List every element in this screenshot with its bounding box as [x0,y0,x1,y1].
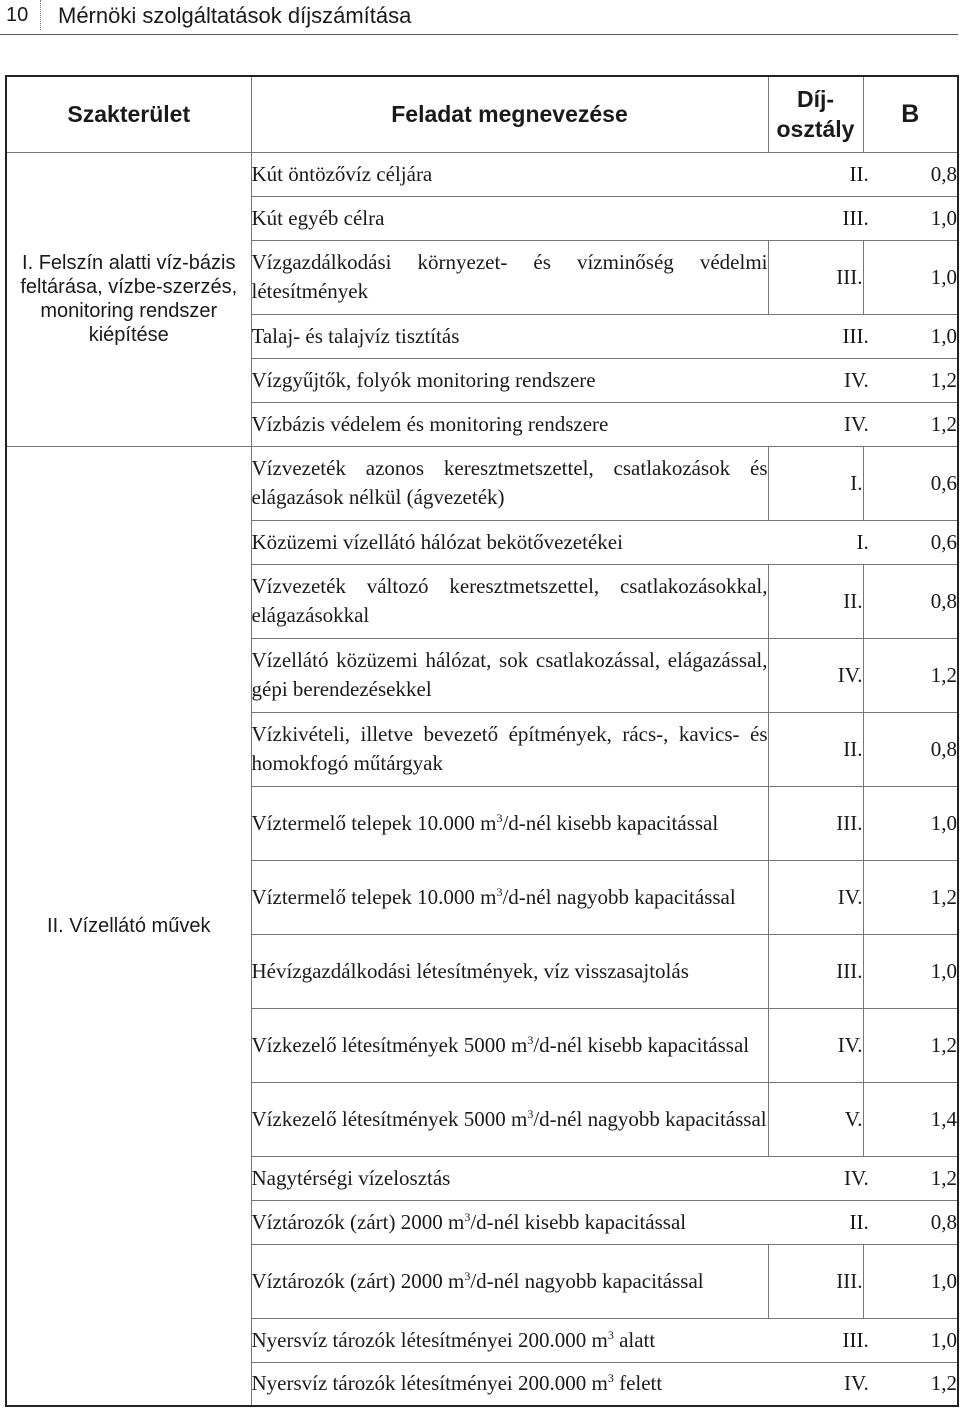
class-cell: IV. [768,860,863,934]
task-cell [251,1082,768,1156]
task-cell [252,1208,850,1237]
task-cell: Vízvezeték változó keresztmetszettel, csatlakozásokkal, elágazásokkal [251,564,768,638]
task-text: /d-nél kisebb kapacitással [470,1209,687,1234]
task-text: Vízkezelő létesítmények 5000 m [251,1106,528,1131]
task-text: Víztározók (zárt) 2000 m [251,1268,465,1293]
task-text: Nyersvíz tározók létesítményei 200.000 m [251,1327,608,1352]
b-value-cell: 1,0 [863,786,958,860]
task-text: /d-nél kisebb kapacitással [533,1032,750,1057]
class-cell: III. [768,1244,863,1318]
merged-row-cell [251,314,958,358]
b-value-cell: 1,2 [863,638,958,712]
task-text: felett [613,1371,663,1396]
merged-row-cell [251,1362,958,1406]
task-text: /d-nél nagyobb kapacitással [533,1106,767,1131]
b-value-cell: 1,2 [930,1371,957,1396]
task-text: /d-nél kisebb kapacitással [502,810,719,835]
fee-table [5,75,959,1407]
header-rule [0,34,958,35]
task-cell [251,860,768,934]
task-text: Víztermelő telepek 10.000 m [251,884,497,909]
merged-row-cell [251,1200,958,1244]
merged-row-cell [251,1156,958,1200]
header-class-line2: osztály [776,116,855,143]
class-cell: IV. [844,411,869,436]
header-task: Feladat megnevezése [251,76,768,152]
merged-row-cell [251,402,958,446]
b-value-cell: 1,2 [930,1165,957,1190]
header-separator [40,0,41,30]
merged-row-cell [251,152,958,196]
superscript: 3 [607,1327,614,1342]
merged-row-cell [251,520,958,564]
task-cell [251,1244,768,1318]
header-class [768,76,863,152]
class-cell: III. [842,205,869,230]
class-cell: III. [842,1327,869,1352]
page-header [0,0,960,36]
task-cell: Vízgazdálkodási környezet- és vízminőség védelmi létesítmények [251,240,768,314]
b-value-cell: 1,0 [930,1327,957,1352]
task-text: /d-nél nagyobb kapacitással [502,884,736,909]
table-body [6,152,958,1406]
task-cell [251,1008,768,1082]
table-row [6,446,958,520]
b-value-cell: 0,8 [863,712,958,786]
b-value-cell: 1,2 [863,860,958,934]
b-value-cell: 1,2 [863,1008,958,1082]
task-cell: Vízkivételi, illetve bevezető építmények, rács-, kavics- és homokfogó műtárgyak [251,712,768,786]
task-text: alatt [613,1327,656,1352]
b-value-cell: 0,6 [930,529,957,554]
task-cell: Kút öntözővíz céljára [251,161,433,186]
task-cell: Vízgyűjtők, folyók monitoring rendszere [251,367,596,392]
task-cell [251,786,768,860]
b-value-cell: 0,8 [930,1209,957,1234]
table-row [6,152,958,196]
b-value-cell: 1,4 [863,1082,958,1156]
merged-row-cell [251,358,958,402]
header-class-line1: Díj- [796,86,835,113]
area-cell-group-2: II. Vízellátó művek [6,446,251,1406]
page-number: 10 [6,4,29,26]
task-text: Víztermelő telepek 10.000 m [251,810,497,835]
task-cell: Nagytérségi vízelosztás [251,1165,451,1190]
superscript: 3 [464,1268,471,1283]
superscript: 3 [496,884,503,899]
task-cell: Vízvezeték azonos keresztmetszettel, csatlakozások és elágazások nélkül (ágvezeték) [251,446,768,520]
b-value-cell: 0,6 [863,446,958,520]
class-cell: III. [768,934,863,1008]
b-value-cell: 1,2 [930,367,957,392]
task-cell: Közüzemi vízellátó hálózat bekötővezetékei [251,529,623,554]
class-cell: II. [768,712,863,786]
class-cell: IV. [844,1165,869,1190]
header-b: B [863,76,958,152]
superscript: 3 [607,1371,614,1386]
task-text: /d-nél nagyobb kapacitással [470,1268,704,1293]
class-cell: III. [768,240,863,314]
class-cell: V. [768,1082,863,1156]
class-cell: II. [768,564,863,638]
task-cell [252,1369,845,1398]
b-value-cell: 1,2 [930,411,957,436]
b-value-cell: 1,0 [930,205,957,230]
class-cell: IV. [844,1371,869,1396]
class-cell: I. [768,446,863,520]
b-value-cell: 0,8 [930,161,957,186]
class-cell: III. [842,323,869,348]
superscript: 3 [464,1209,471,1224]
task-cell: Vízellátó közüzemi hálózat, sok csatlakozással, elágazással, gépi berendezésekkel [251,638,768,712]
class-cell: II. [849,1209,869,1234]
merged-row-cell [251,196,958,240]
task-text: Vízkezelő létesítmények 5000 m [251,1032,528,1057]
class-cell: II. [849,161,869,186]
task-text: Nyersvíz tározók létesítményei 200.000 m [251,1371,608,1396]
task-cell: Hévízgazdálkodási létesítmények, víz visszasajtolás [251,934,768,1008]
task-cell: Talaj- és talajvíz tisztítás [251,323,460,348]
class-cell: IV. [768,1008,863,1082]
task-cell: Vízbázis védelem és monitoring rendszere [251,411,609,436]
task-text: Víztározók (zárt) 2000 m [251,1209,465,1234]
table-header [6,76,958,152]
class-cell: III. [768,786,863,860]
class-cell: IV. [768,638,863,712]
task-cell [252,1326,843,1355]
header-area: Szakterület [6,76,251,152]
class-cell: IV. [844,367,869,392]
merged-row-cell [251,1318,958,1362]
running-title: Mérnöki szolgáltatások díjszámítása [58,3,412,28]
b-value-cell: 1,0 [930,323,957,348]
superscript: 3 [496,810,503,825]
area-cell-group-1: I. Felszín alatti víz-bázis feltárása, vízbe-szerzés, monitoring rendszer kiépítése [6,152,251,446]
superscript: 3 [527,1032,534,1047]
superscript: 3 [527,1106,534,1121]
b-value-cell: 1,0 [863,934,958,1008]
b-value-cell: 0,8 [863,564,958,638]
class-cell: I. [856,529,869,554]
b-value-cell: 1,0 [863,1244,958,1318]
b-value-cell: 1,0 [863,240,958,314]
task-cell: Kút egyéb célra [251,205,385,230]
